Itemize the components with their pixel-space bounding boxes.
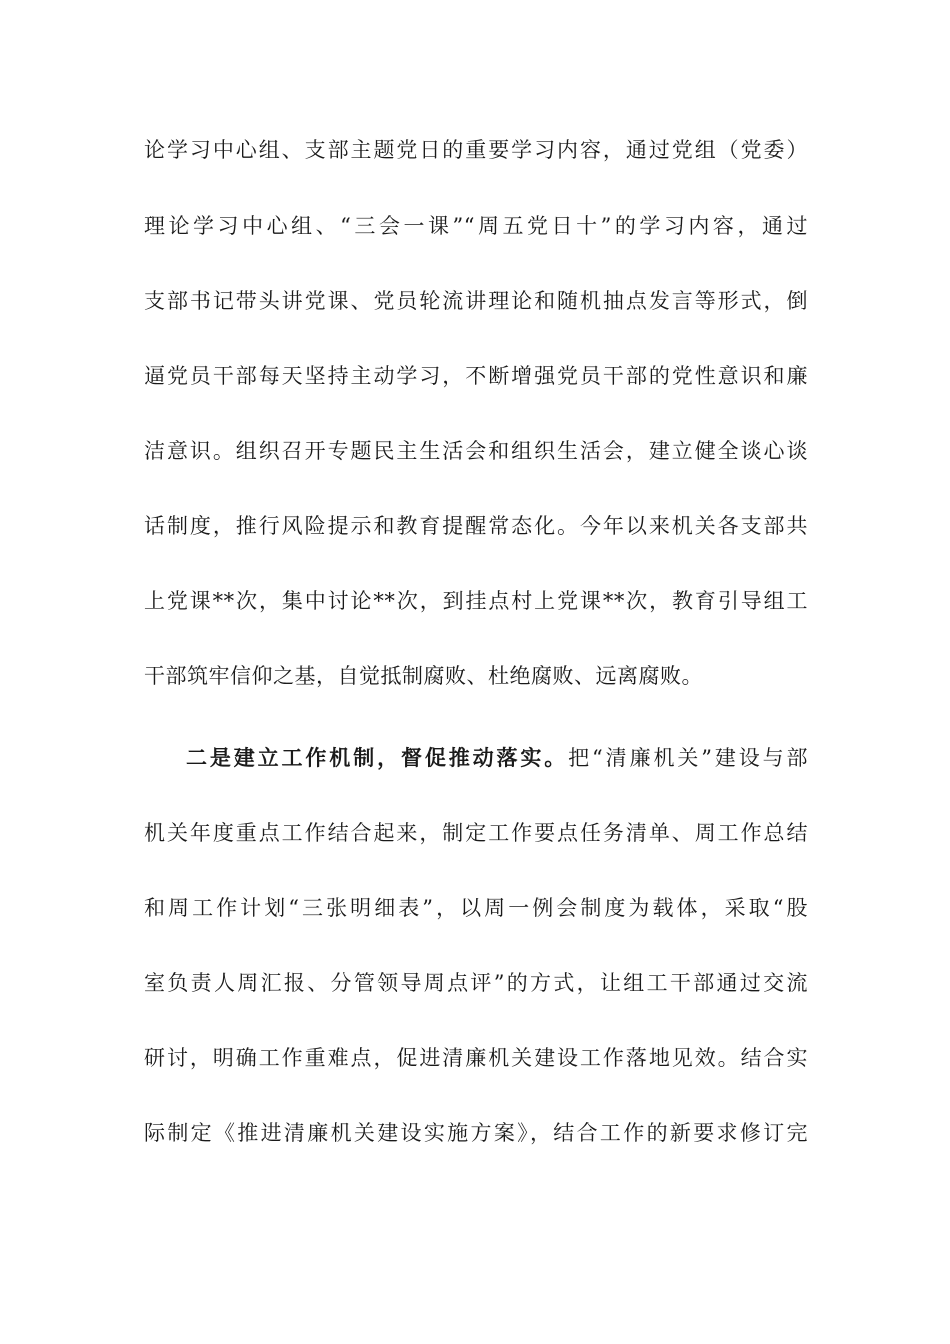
paragraph-2-line-3: 和周工作计划“三张明细表”，以周一例会制度为载体，采取“股 <box>144 896 808 920</box>
paragraph-2-line-6: 际制定《推进清廉机关建设实施方案》，结合工作的新要求修订完 <box>144 1121 808 1145</box>
paragraph-2-line-5: 研讨，明确工作重难点，促进清廉机关建设工作落地见效。结合实 <box>144 1046 808 1070</box>
paragraph-2-line-2: 机关年度重点工作结合起来，制定工作要点任务清单、周工作总结 <box>144 821 808 845</box>
paragraph-1-line-2: 理论学习中心组、“三会一课”“周五党日十”的学习内容，通过 <box>144 214 808 238</box>
paragraph-1-line-4: 逼党员干部每天坚持主动学习，不断增强党员干部的党性意识和廉 <box>144 364 808 388</box>
paragraph-1-line-3: 支部书记带头讲党课、党员轮流讲理论和随机抽点发言等形式，倒 <box>144 289 808 313</box>
paragraph-2-first-line-rest: 把“清廉机关”建设与部 <box>568 746 808 770</box>
paragraph-1-line-8: 干部筑牢信仰之基，自觉抵制腐败、杜绝腐败、远离腐败。 <box>144 664 703 688</box>
paragraph-2-heading: 二是建立工作机制，督促推动落实。 <box>186 745 569 770</box>
paragraph-1-line-7: 上党课**次，集中讨论**次，到挂点村上党课**次，教育引导组工 <box>144 589 808 613</box>
paragraph-1-line-1: 论学习中心组、支部主题党日的重要学习内容，通过党组（党委） <box>144 138 808 162</box>
paragraph-1-line-6: 话制度，推行风险提示和教育提醒常态化。今年以来机关各支部共 <box>144 514 808 538</box>
paragraph-2-line-1 <box>186 743 808 773</box>
paragraph-2-line-4: 室负责人周汇报、分管领导周点评”的方式，让组工干部通过交流 <box>144 971 808 995</box>
paragraph-1-line-5: 洁意识。组织召开专题民主生活会和组织生活会，建立健全谈心谈 <box>144 439 808 463</box>
